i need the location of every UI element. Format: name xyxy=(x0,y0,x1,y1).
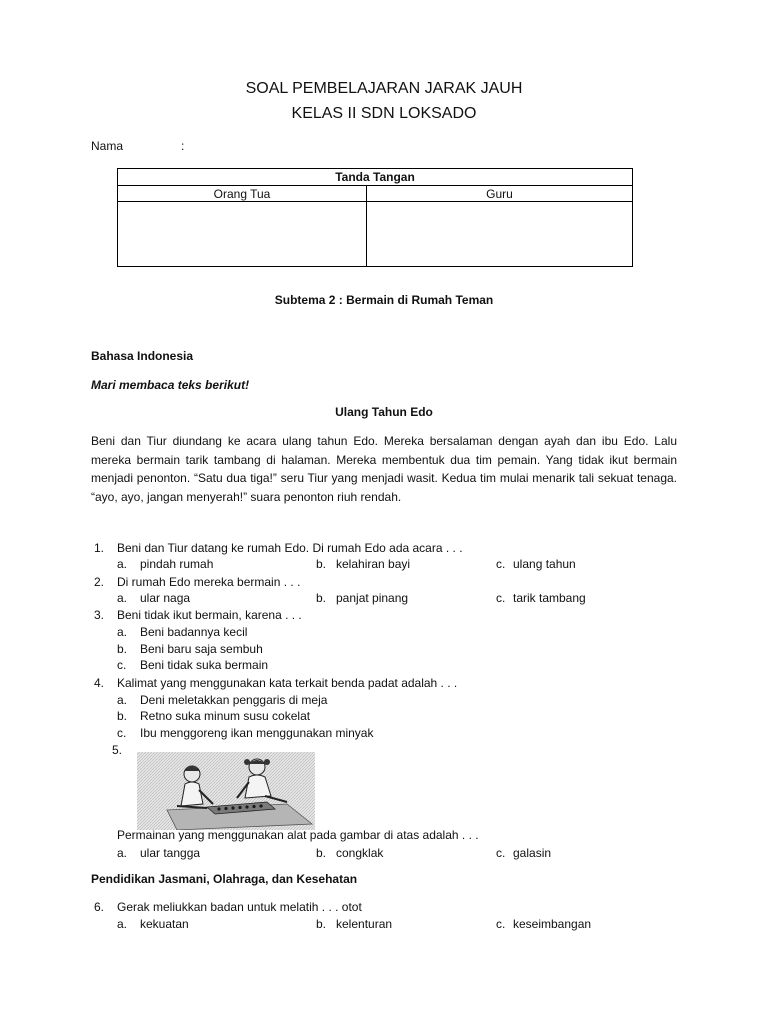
signature-box-guru[interactable] xyxy=(367,202,633,267)
question-text: Beni dan Tiur datang ke rumah Edo. Di rumah Edo ada acara . . . xyxy=(117,541,463,555)
option-a[interactable]: ular naga xyxy=(140,591,191,605)
doc-title-line2: KELAS II SDN LOKSADO xyxy=(291,105,477,122)
option-letter: b. xyxy=(117,709,128,723)
question-text: Beni tidak ikut bermain, karena . . . xyxy=(117,608,302,622)
option-b[interactable]: Retno suka minum susu cokelat xyxy=(140,709,311,723)
story-paragraph: Beni dan Tiur diundang ke acara ulang tahun Edo. Mereka bersalaman dengan ayah dan ibu Edo. Lalu mereka bermain tarik tambang di halaman. Mereka membentuk dua tim pemain. Yang tidak ikut bermain menjadi penonton. “Satu dua tiga!” seru Tiur yang menjadi wasit. Kedua tim mulai menarik tali sekuat tenaga. “ayo, ayo, jangan menyerah!” suara penonton riuh rendah. xyxy=(91,434,677,504)
option-a[interactable]: pindah rumah xyxy=(140,557,214,571)
option-b[interactable]: panjat pinang xyxy=(336,591,409,605)
option-c[interactable]: galasin xyxy=(513,846,552,860)
signature-col-guru: Guru xyxy=(367,186,633,202)
option-c[interactable]: ulang tahun xyxy=(513,557,576,571)
section-heading-pjok: Pendidikan Jasmani, Olahraga, dan Kesehatan xyxy=(91,872,358,886)
option-a[interactable]: Beni badannya kecil xyxy=(140,625,248,639)
option-b[interactable]: kelenturan xyxy=(336,917,393,931)
question-number: 1. xyxy=(94,541,105,555)
option-b[interactable]: Beni baru saja sembuh xyxy=(140,642,263,656)
option-letter: b. xyxy=(316,917,327,931)
option-letter: a. xyxy=(117,557,128,571)
subtema-heading: Subtema 2 : Bermain di Rumah Teman xyxy=(274,293,494,307)
option-letter: c. xyxy=(496,557,506,571)
option-letter: c. xyxy=(496,591,506,605)
signature-box-orang-tua[interactable] xyxy=(118,202,367,267)
option-a[interactable]: kekuatan xyxy=(140,917,189,931)
story-title: Ulang Tahun Edo xyxy=(335,405,433,419)
option-letter: c. xyxy=(117,726,127,740)
option-a[interactable]: ular tangga xyxy=(140,846,201,860)
doc-title-line1: SOAL PEMBELAJARAN JARAK JAUH xyxy=(245,80,523,97)
option-letter: b. xyxy=(316,557,327,571)
question-number: 6. xyxy=(94,900,105,914)
option-letter: b. xyxy=(316,846,327,860)
option-letter: c. xyxy=(496,917,506,931)
option-letter: b. xyxy=(316,591,327,605)
option-letter: b. xyxy=(117,642,128,656)
congklak-children-illustration xyxy=(137,752,315,830)
option-c[interactable]: Ibu menggoreng ikan menggunakan minyak xyxy=(140,726,374,740)
option-letter: a. xyxy=(117,591,128,605)
section-heading-bahasa: Bahasa Indonesia xyxy=(91,349,194,363)
option-letter: a. xyxy=(117,917,128,931)
option-letter: c. xyxy=(496,846,506,860)
question-text: Permainan yang menggunakan alat pada gambar di atas adalah . . . xyxy=(117,828,479,842)
question-text: Di rumah Edo mereka bermain . . . xyxy=(117,575,301,589)
option-c[interactable]: tarik tambang xyxy=(513,591,586,605)
option-letter: c. xyxy=(117,658,127,672)
option-letter: a. xyxy=(117,625,128,639)
reading-instruction: Mari membaca teks berikut! xyxy=(91,378,250,392)
option-letter: a. xyxy=(117,693,128,707)
signature-table-title: Tanda Tangan xyxy=(118,169,633,186)
nama-label: Nama xyxy=(91,139,124,153)
question-number: 3. xyxy=(94,608,105,622)
signature-col-orang-tua: Orang Tua xyxy=(118,186,367,202)
option-b[interactable]: kelahiran bayi xyxy=(336,557,411,571)
nama-colon: : xyxy=(181,139,185,153)
option-c[interactable]: keseimbangan xyxy=(513,917,592,931)
signature-table xyxy=(117,168,633,267)
question-number: 4. xyxy=(94,676,105,690)
question-number: 5. xyxy=(112,743,123,757)
question-number: 2. xyxy=(94,575,105,589)
question-text: Gerak meliukkan badan untuk melatih . . . otot xyxy=(117,900,362,914)
option-b[interactable]: congklak xyxy=(336,846,384,860)
option-letter: a. xyxy=(117,846,128,860)
option-a[interactable]: Deni meletakkan penggaris di meja xyxy=(140,693,328,707)
question-text: Kalimat yang menggunakan kata terkait benda padat adalah . . . xyxy=(117,676,458,690)
option-c[interactable]: Beni tidak suka bermain xyxy=(140,658,269,672)
